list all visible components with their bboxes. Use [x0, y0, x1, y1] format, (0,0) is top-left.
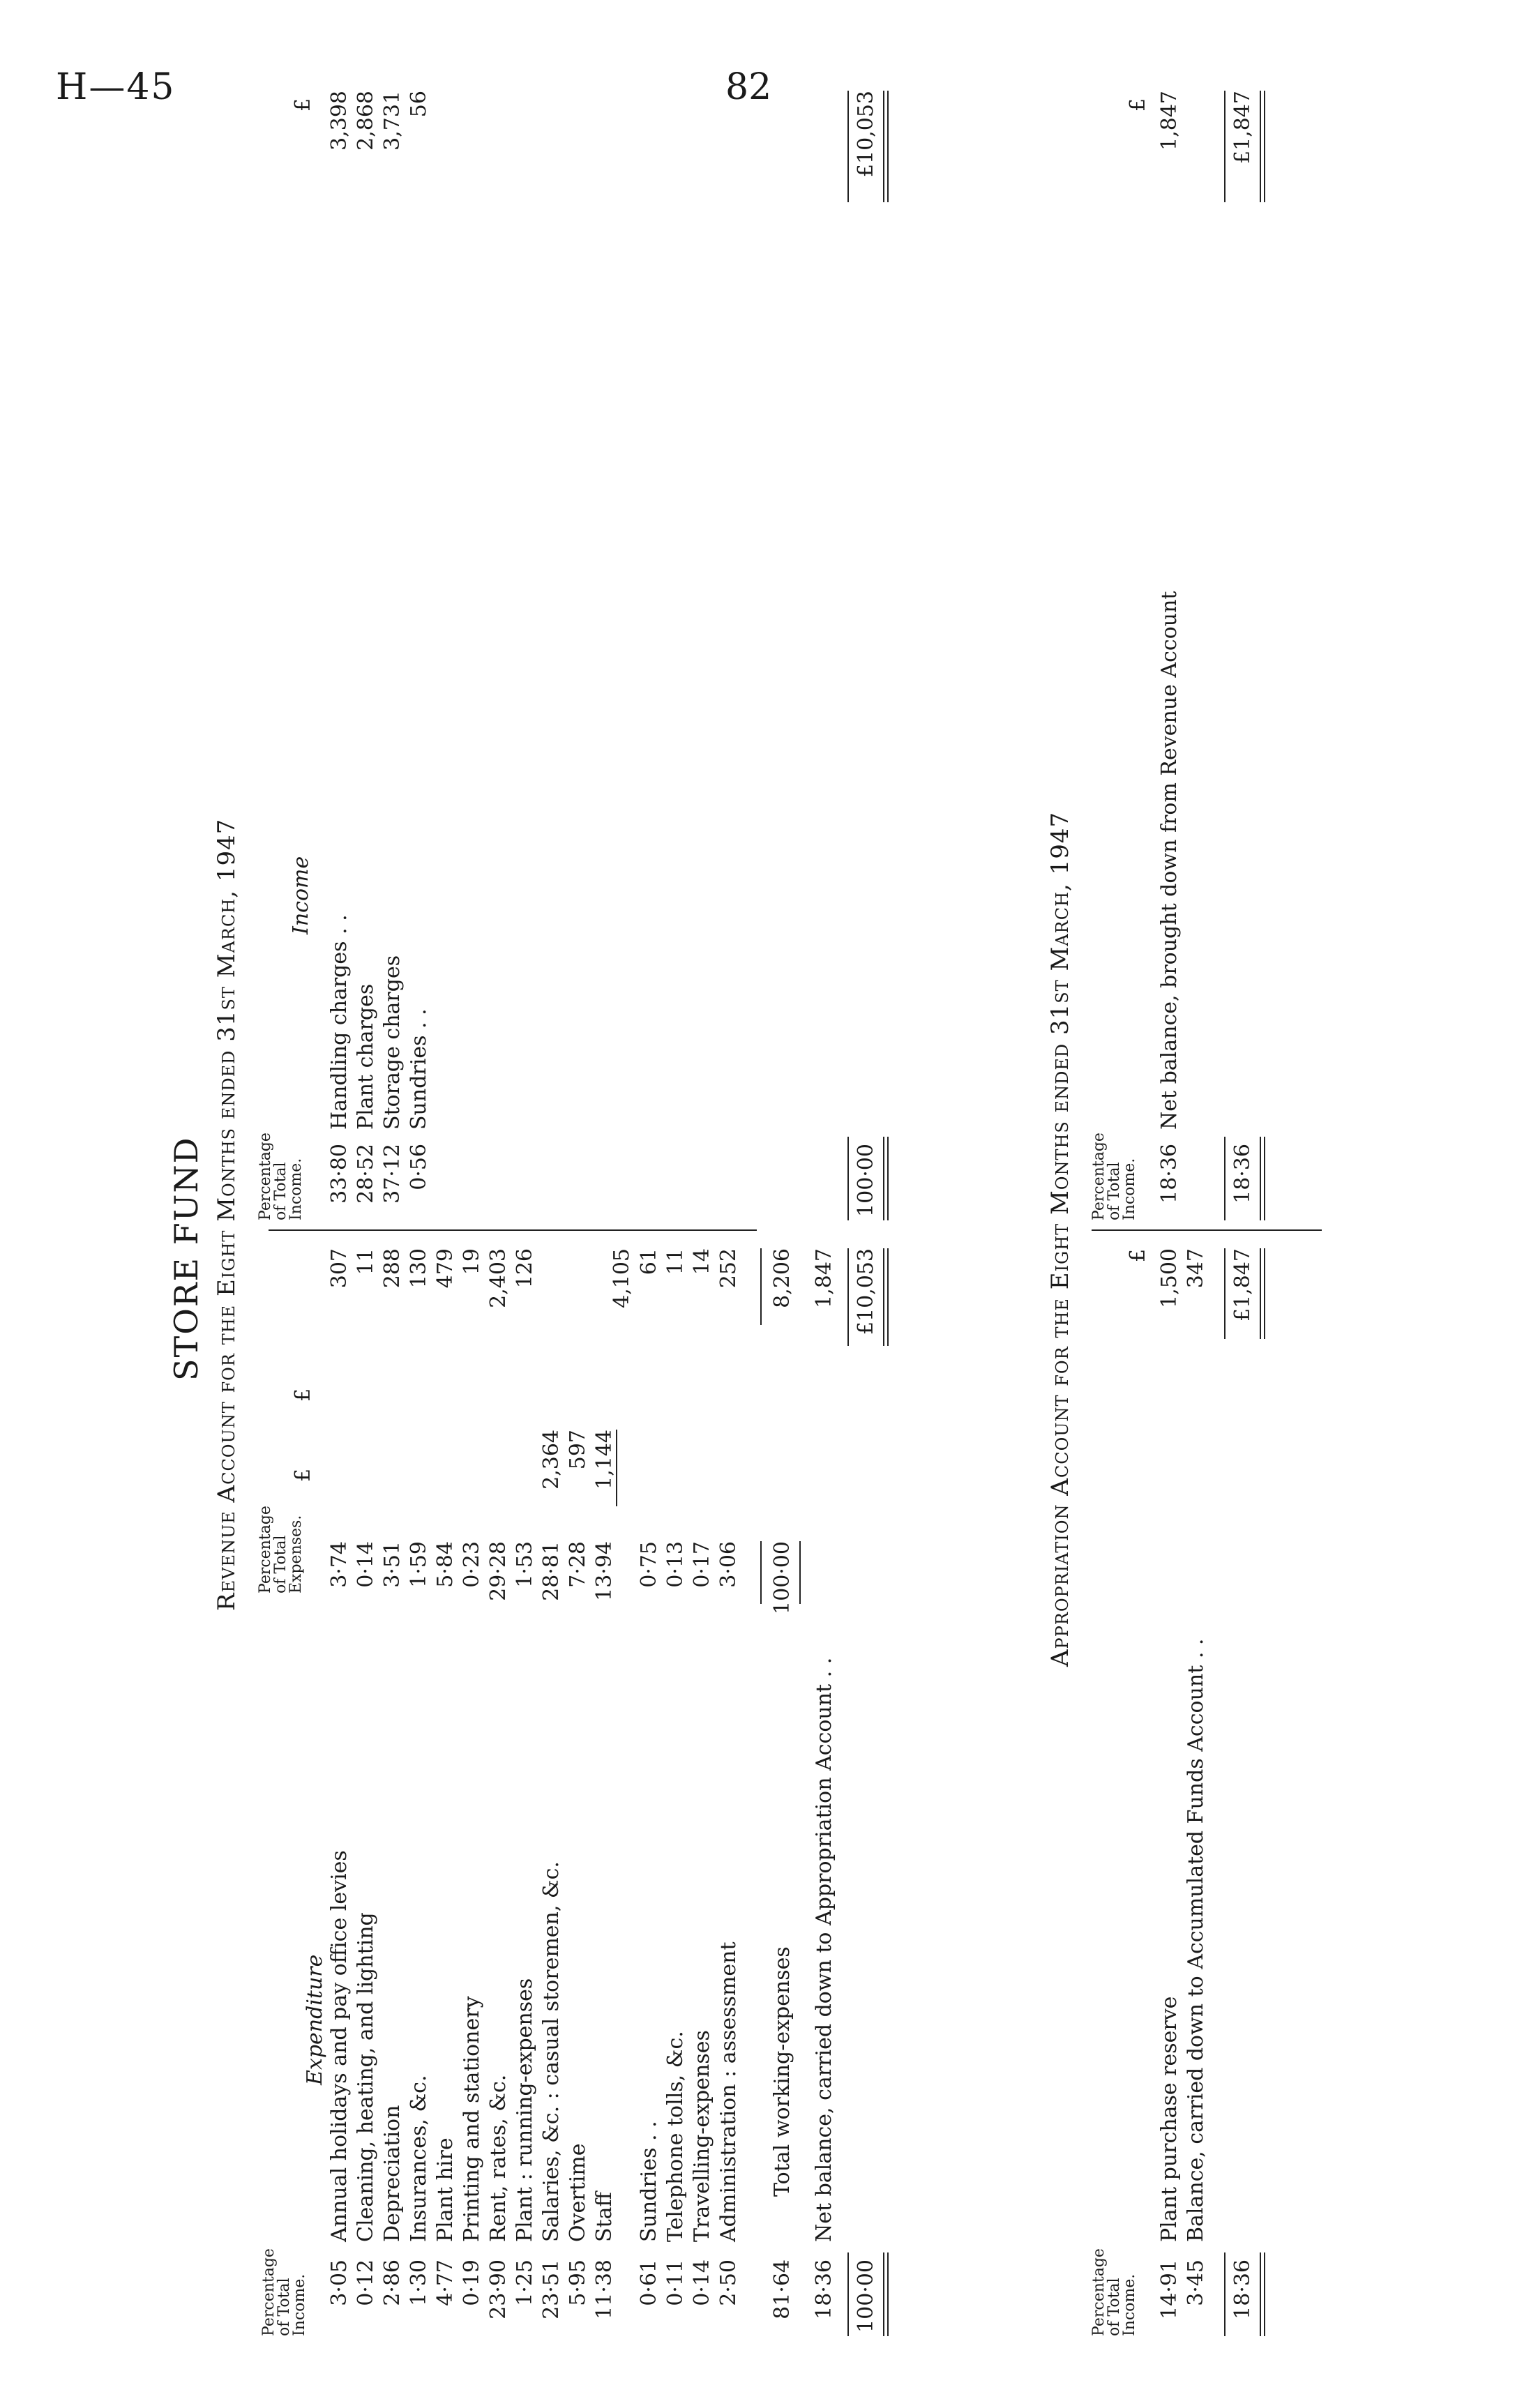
revenue-divider — [269, 1229, 757, 1231]
rev-col-pct-expenses: Percentage of Total Expenses. — [257, 1506, 305, 1593]
app-double-rule-right-pct — [1260, 1137, 1265, 1220]
appropriation-divider — [1092, 1229, 1322, 1231]
app-rule-right-amt — [1224, 91, 1225, 202]
grand-rule-left-amt — [847, 1248, 849, 1346]
fund-title: STORE FUND — [167, 1136, 205, 1381]
grand-double-rule-right-pct — [883, 1137, 889, 1220]
grand-double-rule-left-amt — [883, 1248, 889, 1346]
grand-total-amount: £10,053 — [854, 1248, 878, 1335]
rev-col-pound-2: £ — [291, 1388, 315, 1402]
grand-rule-right-pct — [847, 1137, 849, 1220]
salaries-subtotal-rule — [616, 1430, 617, 1506]
rotated-page-content: STORE FUND Revenue Account for the Eight Months ended 31st March, 1947 Percentage of Total Income. Percentage of Total Expenses. £ £ Percentage of Total Income. £ Expenditure Income 3·05 Annual holidays and pay office levies 3·74 307 0·12 Cleaning, heating, and lighting 0·14 11 2·86 Depreciation 3·51 288 1·30 Insurances, &c. 1·59 130 4·77 Plant hire 5·84 479 0·19 Printing and stationery 0·23 19 23·90 Rent, rates, &c. 29·28 2,403 1·25 Plant : running-expenses 1·53 126 23·51 Salaries, &c. : casual storemen, &c. 28·81 2,364 5·95 Overtime 7·28 597 11·38 Staff 13·94 1,144 4,105 0·61 Sundries . . 0·75 61 0·11 Telephone tolls, &c. 0·13 11 0·14 Travelling-expenses 0·17 14 2·50 Administration : assessment 3·06 252 81·64 Total working-expenses 100·00 8,206 18·36 Net balance, carried down to Appropriation Account . . 1,847 100·00 £10,053 33·80 Handling charges . . 3,398 28·52 Plant charges 2,868 37·12 Storage charges 3,731 0·56 Sundries . . 56 100·00 £10,053 Appropriation Account for the Eight Months ended 31st March, 1947 Percentage of Total Income. £ Percentage of Total Income. £ 14·91 Plant purchase reserve 1,500 3·45 Balance, carried down to Accumulated Funds Account . . 347 18·36 £1,847 18·36 Net balance, brought down from Revenue Account 1,847 18·36 £1,847 — [160, 35, 1486, 2336]
grand-total-pct: 100·00 — [854, 2259, 878, 2333]
grand-rule-left-pct — [847, 2252, 849, 2336]
income-total-amount: £10,053 — [854, 91, 878, 178]
app-col-pct-income-right: Percentage of Total Income. — [1090, 1133, 1138, 1220]
app-col-pound: £ — [1126, 1248, 1150, 1262]
app-income-total-amount: £1,847 — [1230, 91, 1255, 164]
expenditure-heading: Expenditure — [303, 1954, 327, 2085]
app-total-pct: 18·36 — [1230, 2259, 1255, 2319]
rev-col-pound-right: £ — [291, 98, 315, 112]
income-total-pct: 100·00 — [854, 1144, 878, 1217]
app-rule-left-amt — [1224, 1248, 1225, 1339]
income-heading: Income — [289, 856, 313, 934]
app-col-pound-right: £ — [1126, 98, 1150, 112]
salaries-subtotal: 4,105 — [610, 1248, 634, 1308]
grand-double-rule-left-pct — [883, 2252, 889, 2336]
app-total-amount: £1,847 — [1230, 1248, 1255, 1322]
app-double-rule-right-amt — [1260, 91, 1265, 202]
app-rule-left-pct — [1224, 2252, 1225, 2336]
app-rule-right-pct — [1224, 1137, 1225, 1220]
rev-col-pound-1: £ — [291, 1468, 315, 1482]
grand-rule-right-amt — [847, 91, 849, 202]
app-double-rule-left-pct — [1260, 2252, 1265, 2336]
app-col-pct-income: Percentage of Total Income. — [1090, 2248, 1138, 2336]
revenue-heading: Revenue Account for the Eight Months ended 31st March, 1947 — [213, 818, 241, 1611]
app-double-rule-left-amt — [1260, 1248, 1265, 1339]
app-income-total-pct: 18·36 — [1230, 1144, 1255, 1204]
appropriation-heading: Appropriation Account for the Eight Months ended 31st March, 1947 — [1046, 811, 1074, 1667]
expenses-rule — [760, 1248, 762, 1325]
pct-expenses-rule — [760, 1541, 762, 1604]
page-code: H—45 — [56, 66, 176, 108]
page-number: 82 — [725, 66, 772, 108]
rev-col-pct-income: Percentage of Total Income. — [260, 2248, 308, 2336]
rev-col-pct-income-right: Percentage of Total Income. — [257, 1133, 305, 1220]
pct-expenses-underline — [799, 1541, 801, 1604]
grand-double-rule-right-amt — [883, 91, 889, 202]
